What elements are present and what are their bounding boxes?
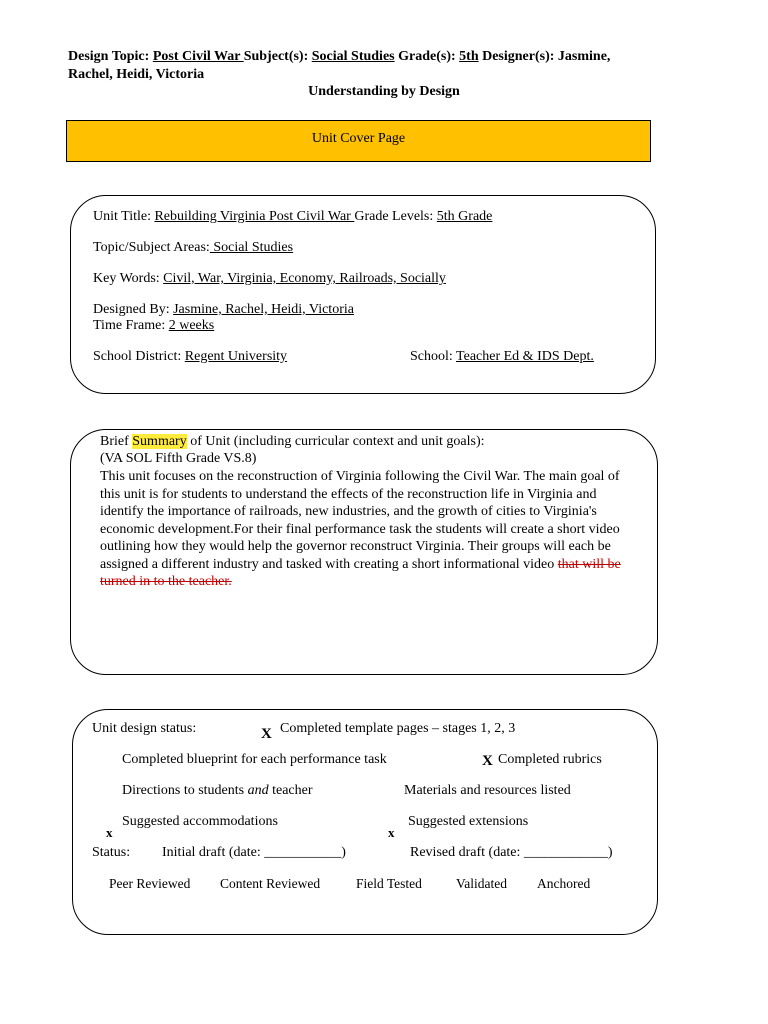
design-header-line1 bbox=[68, 48, 610, 66]
completed-template-item: Completed template pages – stages 1, 2, 3 bbox=[280, 721, 516, 736]
content-reviewed-item: Content Reviewed bbox=[220, 876, 321, 891]
unit-title-label: Unit Title: bbox=[93, 209, 151, 224]
anchored-item: Anchored bbox=[537, 876, 591, 891]
designers-value-line1: Jasmine, bbox=[557, 49, 611, 64]
subjects-label: Subject(s): bbox=[243, 49, 309, 64]
summary-heading-end: of Unit (including curricular context and unit goals): bbox=[186, 434, 485, 449]
designed-by-label: Designed By: bbox=[93, 302, 170, 317]
topic-label: Topic/Subject Areas: bbox=[93, 240, 210, 255]
keywords-label: Key Words: bbox=[93, 271, 160, 286]
time-frame-row bbox=[93, 318, 214, 334]
keywords-value: Civil, War, Virginia, Economy, Railroads, Socially bbox=[163, 271, 446, 286]
school-label: School: bbox=[410, 349, 453, 364]
grade-levels-value: 5th Grade bbox=[436, 209, 493, 224]
check-mark-rubrics: X bbox=[482, 753, 493, 769]
summary-highlight: Summary bbox=[132, 434, 187, 449]
completed-rubrics-item: Completed rubrics bbox=[498, 752, 602, 767]
subjects-value: Social Studies bbox=[311, 49, 395, 64]
summary-heading-start: Brief bbox=[100, 434, 133, 449]
grade-levels-label: Grade Levels: bbox=[354, 209, 434, 224]
time-frame-label: Time Frame: bbox=[93, 318, 166, 333]
district-value: Regent University bbox=[184, 349, 288, 364]
status-label: Status: bbox=[92, 845, 131, 860]
school-row bbox=[410, 349, 594, 365]
design-topic-value: Post Civil War bbox=[152, 49, 244, 64]
designed-by-value: Jasmine, Rachel, Heidi, Victoria bbox=[173, 302, 354, 317]
summary-text: This unit focuses on the reconstruction of Virginia following the Civil War. The main goal of this unit is for students to understand the effects of the reconstruction life in Virginia and identify the importance of railroads, new industries, and the growth of cities to Virginia's economic development.For their final performance task the students will create a short video outlining how they would help the governor reconstruct Virginia. Their groups will each be assigned a different industry and tasked with creating a short informational video bbox=[100, 469, 620, 572]
designed-by-row bbox=[93, 302, 354, 318]
materials-item: Materials and resources listed bbox=[404, 783, 571, 798]
field-tested-item: Field Tested bbox=[356, 876, 422, 891]
grades-value: 5th bbox=[459, 49, 479, 64]
validated-item: Validated bbox=[456, 876, 507, 891]
revised-draft-item: Revised draft (date: ____________) bbox=[410, 845, 613, 860]
time-frame-value: 2 weeks bbox=[168, 318, 215, 333]
district-label: School District: bbox=[93, 349, 182, 364]
summary-struck-text: that will be turned in to the teacher. bbox=[100, 556, 621, 589]
directions-item bbox=[122, 783, 313, 799]
keywords-row bbox=[93, 271, 446, 287]
school-value: Teacher Ed & IDS Dept. bbox=[456, 349, 594, 364]
extensions-item: Suggested extensions bbox=[408, 814, 529, 829]
page-subtitle: Understanding by Design bbox=[308, 84, 460, 99]
directions-text-end: teacher bbox=[268, 783, 313, 798]
topic-row bbox=[93, 240, 293, 256]
designers-value-line2: Rachel, Heidi, Victoria bbox=[68, 67, 205, 82]
initial-draft-item: Initial draft (date: ___________) bbox=[162, 845, 346, 860]
summary-heading bbox=[100, 434, 485, 450]
unit-title-row bbox=[93, 209, 492, 225]
peer-reviewed-item: Peer Reviewed bbox=[109, 876, 191, 891]
district-row bbox=[93, 349, 287, 365]
topic-value: Social Studies bbox=[209, 240, 294, 255]
check-mark-template: X bbox=[261, 726, 272, 742]
grades-label: Grade(s): bbox=[398, 49, 456, 64]
banner-title: Unit Cover Page bbox=[311, 131, 406, 146]
summary-body bbox=[100, 468, 628, 591]
accommodations-item: Suggested accommodations bbox=[122, 814, 278, 829]
check-mark-extensions: x bbox=[388, 825, 395, 840]
unit-title-value: Rebuilding Virginia Post Civil War bbox=[154, 209, 355, 224]
unit-cover-banner bbox=[66, 120, 651, 162]
designers-label: Designer(s): bbox=[482, 49, 555, 64]
summary-standard: (VA SOL Fifth Grade VS.8) bbox=[100, 451, 257, 466]
directions-text-start: Directions to students bbox=[122, 783, 248, 798]
check-mark-accommodations: x bbox=[106, 825, 113, 840]
design-topic-label: Design Topic: bbox=[68, 49, 150, 64]
completed-blueprint-item: Completed blueprint for each performance task bbox=[122, 752, 387, 767]
directions-text-and: and bbox=[247, 783, 269, 798]
design-status-label: Unit design status: bbox=[92, 721, 197, 736]
